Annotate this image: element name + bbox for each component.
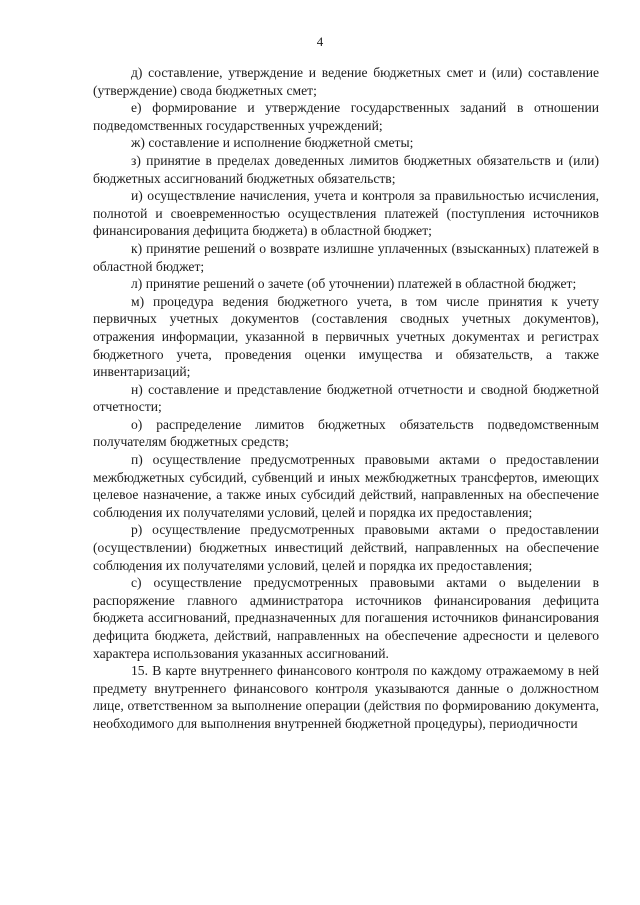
paragraph-r: р) осуществление предусмотренных правовыми актами о предоставлении (осуществлении) бюджетных инвестиций действий, направленных на обеспечение соблюдения их получателями условий, целей и порядка их предоставления; [93, 522, 599, 573]
paragraph-i: и) осуществление начисления, учета и контроля за правильностью исчисления, полнотой и своевременностью осуществления платежей (поступления источников финансирования дефицита бюджета) в областной бюджет; [93, 188, 599, 239]
paragraph-m: м) процедура ведения бюджетного учета, в том числе принятия к учету первичных учетных документов (составления сводных учетных документов), отражения информации, указанной в первичных учетных документах и регистрах бюджетного учета, проведения оценки имущества и обязательств, а также инвентаризаций; [93, 293, 599, 380]
paragraph-z: з) принятие в пределах доведенных лимитов бюджетных обязательств и (или) бюджетных ассигнований бюджетных обязательств; [93, 152, 599, 186]
paragraph-s: с) осуществление предусмотренных правовыми актами о выделении в распоряжение главного администратора источников финансирования дефицита бюджета ассигнований, предназначенных для погашения источников финансирования дефицита бюджета, действий, направленных на обеспечение адресности и целевого характера использования указанных ассигнований. [93, 575, 599, 661]
paragraph-d: д) составление, утверждение и ведение бюджетных смет и (или) составление (утверждение) свода бюджетных смет; [93, 65, 599, 98]
paragraph-15: 15. В карте внутреннего финансового контроля по каждому отражаемому в ней предмету внутреннего финансового контроля указываются данные о должностном лице, ответственном за выполнение операции (действия по формированию документа, необходимого для выполнения внутренней бюджетной процедуры), периодичности [93, 663, 599, 731]
paragraph-l: л) принятие решений о зачете (об уточнении) платежей в областной бюджет; [131, 276, 577, 292]
paragraph-zh: ж) составление и исполнение бюджетной сметы; [131, 135, 414, 151]
paragraph-o: о) распределение лимитов бюджетных обязательств подведомственным получателям бюджетных средств; [93, 416, 599, 450]
page-number: 4 [316, 34, 324, 49]
document-body [93, 64, 599, 733]
paragraph-e: е) формирование и утверждение государственных заданий в отношении подведомственных государственных учреждений; [93, 100, 599, 133]
paragraph-p: п) осуществление предусмотренных правовыми актами о предоставлении межбюджетных субсидий, субвенций и иных межбюджетных трансфертов, имеющих целевое назначение, а также иных субсидий действий, направленных на обеспечение соблюдения их получателями условий, целей и порядка их предоставления; [93, 452, 599, 520]
paragraph-k: к) принятие решений о возврате излишне уплаченных (взысканных) платежей в областной бюджет; [93, 240, 599, 274]
paragraph-n: н) составление и представление бюджетной отчетности и сводной бюджетной отчетности; [93, 381, 599, 415]
